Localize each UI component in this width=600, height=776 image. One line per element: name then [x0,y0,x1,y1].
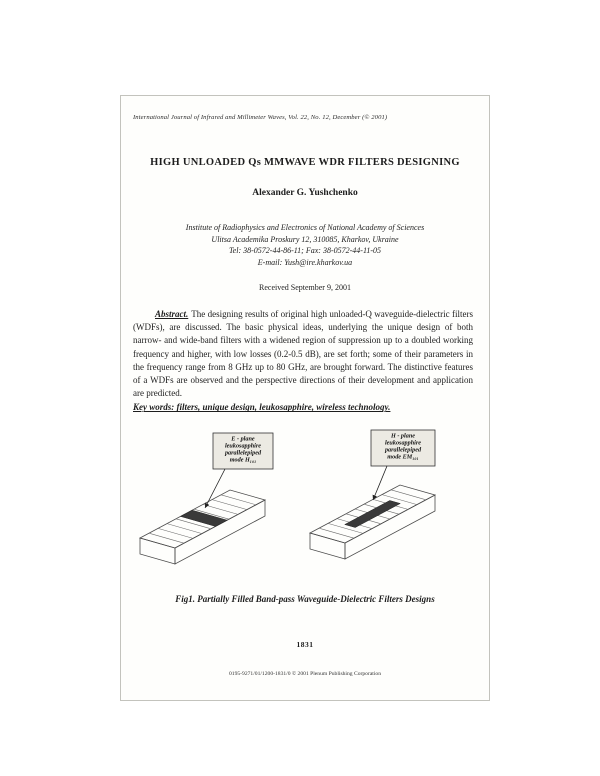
copyright-footer: 0195-9271/01/1200-1831/0 © 2001 Plenum Publishing Corporation [228,671,382,678]
h-plane-callout-arrow [373,466,387,500]
figure-1-diagrams [125,428,485,588]
affiliation-block [121,222,489,268]
author-name: Alexander G. Yushchenko [252,188,358,198]
e-plane-callout-arrow [205,469,225,508]
paper-page [120,95,490,701]
received-date: Received September 9, 2001 [259,283,351,292]
page-number: 1831 [296,640,314,650]
keywords-line: Key words: filters, unique design, leukosapphire, wireless technology. [133,402,391,413]
e-plane-label-line: mode H₁₀₁ [229,456,257,464]
h-plane-label-line: parallelepiped [384,446,422,454]
e-plane-label-line: parallelepiped [224,449,262,457]
e-plane-label-line: E - plane [231,435,255,443]
waveguide-diagram-h-plane [310,485,435,559]
affiliation-phone: Tel: 38-0572-44-86-11; Fax: 38-0572-44-11-05 [228,246,382,255]
h-plane-label-line: H - plane [390,432,416,440]
abstract-text: The designing results of original high unloaded-Q waveguide-dielectric filters (WDFs), are discussed. The basic physical ideas, underlying the unique design of both narrow- and wide-band filters with a widened region of suppression up to a doubled working frequency and higher, with low losses (0.2-0.5 dB), are set forth; some of their parameters in the frequency range from 8 GHz up to 80 GHz, are brought forward. The distinctive features of a WDFs are observed and the perspective directions of their development and application are predicted. [133,309,473,399]
h-plane-label-box [371,430,435,500]
e-plane-label-box [205,433,273,508]
abstract-paragraph [133,308,473,400]
h-plane-label-line: mode EM₁₀₁ [387,453,419,461]
e-plane-label-line: leukosapphire [224,442,262,450]
affiliation-institute: Institute of Radiophysics and Electronics of National Academy of Sciences [185,223,425,232]
abstract-label: Abstract. [155,309,189,319]
paper-title: HIGH UNLOADED Qs MMWAVE WDR FILTERS DESIGNING [150,157,460,168]
affiliation-address: Ulitsa Academika Proskury 12, 310085, Kharkov, Ukraine [211,234,399,244]
dielectric-insert-h-plane [345,501,401,528]
figure-caption: Fig1. Partially Filled Band-pass Waveguide-Dielectric Filters Designs [175,594,435,605]
affiliation-email: E-mail: Yush@ire.kharkov.ua [257,257,353,267]
h-plane-label-line: leukosapphire [384,439,422,447]
journal-header: International Journal of Infrared and Millimeter Waves, Vol. 22, No. 12, December (© 2001) [133,114,388,121]
dielectric-insert-e-plane [181,511,228,527]
waveguide-diagram-e-plane [140,490,265,564]
